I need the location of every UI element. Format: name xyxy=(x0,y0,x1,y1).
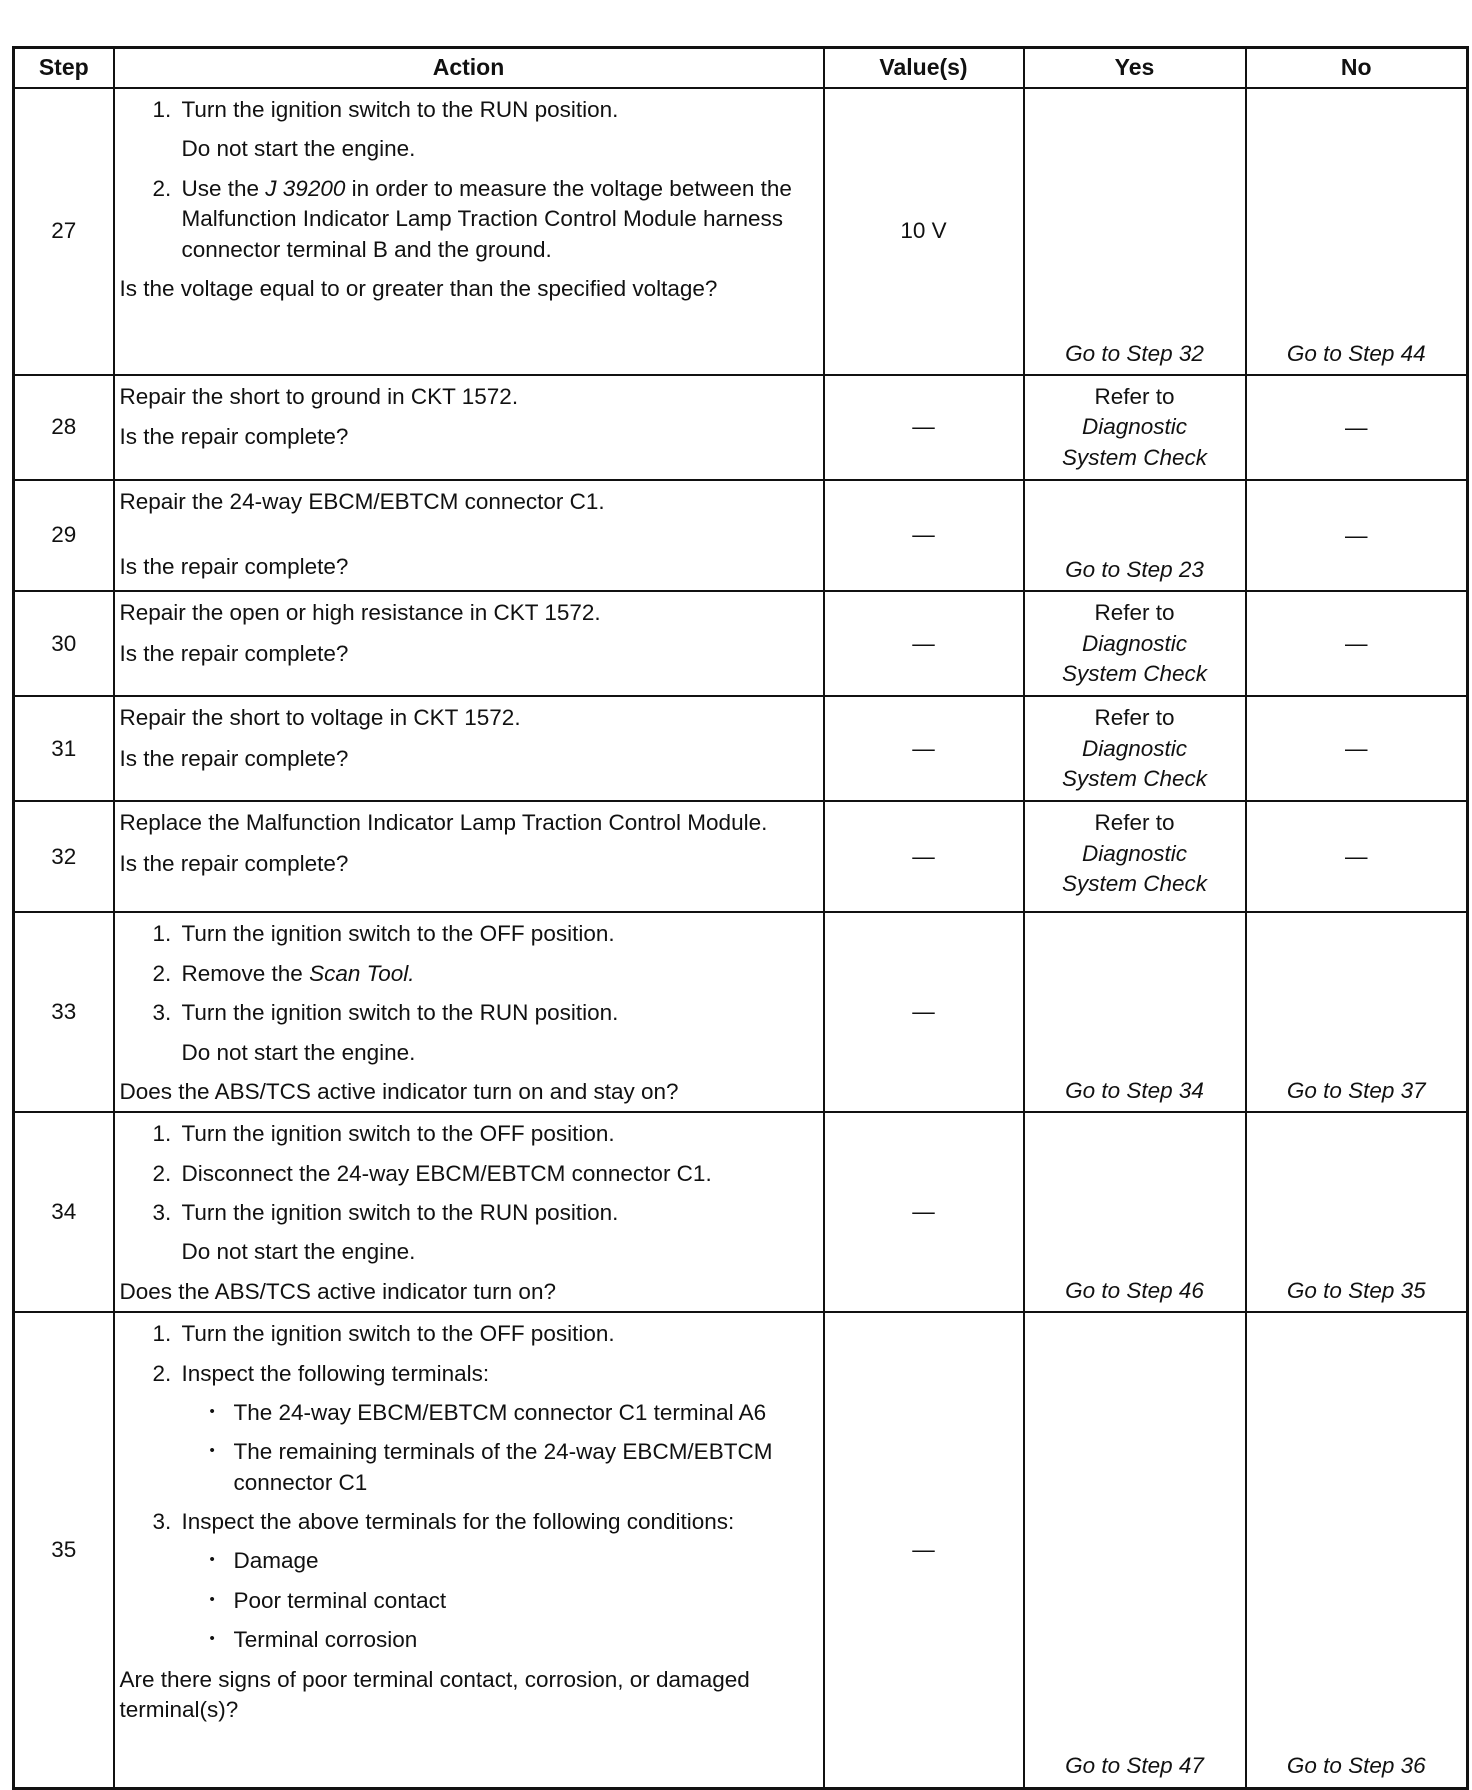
value-cell: — xyxy=(824,696,1024,801)
value-cell: — xyxy=(824,591,1024,696)
table-row-step-27 xyxy=(14,88,1468,375)
action-step-1: 1. Turn the ignition switch to the OFF position. xyxy=(178,1119,815,1149)
yes-outcome: Go to Step 47 xyxy=(1065,1753,1204,1779)
yes-cell xyxy=(1024,696,1246,801)
value-cell: — xyxy=(824,375,1024,480)
step-number: 35 xyxy=(14,1312,114,1788)
no-outcome: Go to Step 36 xyxy=(1286,1753,1426,1779)
action-steps xyxy=(120,1319,815,1655)
value-cell: — xyxy=(824,480,1024,591)
refer-diagnostic-system-check: Refer to Diagnostic System Check xyxy=(1061,705,1208,791)
action-question: Is the repair complete? xyxy=(119,553,349,579)
terminal-list xyxy=(182,1398,815,1498)
no-outcome: — xyxy=(1345,630,1368,656)
action-question: Does the ABS/TCS active indicator turn on and stay on? xyxy=(119,1078,679,1104)
action-step-3: 3. Turn the ignition switch to the RUN position. Do not start the engine. xyxy=(178,1198,815,1268)
value-cell: — xyxy=(824,1312,1024,1788)
no-cell xyxy=(1246,801,1468,912)
yes-cell xyxy=(1024,591,1246,696)
yes-cell xyxy=(1024,480,1246,591)
action-cell xyxy=(114,88,824,375)
action-cell xyxy=(114,480,824,591)
action-step-3: 3. Inspect the above terminals for the following conditions: • Damage • Poor terminal contact • Terminal corrosion xyxy=(178,1507,815,1656)
action-note: Do not start the engine. xyxy=(181,1239,416,1265)
action-text: Repair the open or high resistance in CKT 1572. xyxy=(119,600,601,626)
no-outcome: — xyxy=(1345,843,1368,869)
yes-cell xyxy=(1024,801,1246,912)
header-values: Value(s) xyxy=(824,48,1024,89)
table-row-step-29 xyxy=(14,480,1468,591)
no-outcome: Go to Step 35 xyxy=(1286,1277,1426,1303)
no-outcome: — xyxy=(1345,735,1368,761)
action-step-3: 3. Turn the ignition switch to the RUN position. Do not start the engine. xyxy=(178,998,815,1068)
refer-diagnostic-system-check: Refer to Diagnostic System Check xyxy=(1061,600,1208,686)
table-row-step-32 xyxy=(14,801,1468,912)
tool-name: J 39200 xyxy=(265,175,346,201)
list-item: • Terminal corrosion xyxy=(210,1625,815,1655)
yes-cell xyxy=(1024,1112,1246,1312)
no-outcome: — xyxy=(1345,522,1368,548)
table-row-step-31 xyxy=(14,696,1468,801)
action-step-2: 2. Use the J 39200 in order to measure the voltage between the Malfunction Indicator Lamp Traction Control Module harness connector terminal B and the ground. xyxy=(178,174,815,265)
action-question: Is the repair complete? xyxy=(119,850,349,876)
action-text: Repair the short to voltage in CKT 1572. xyxy=(119,705,521,731)
action-question: Does the ABS/TCS active indicator turn on? xyxy=(119,1278,556,1304)
no-outcome: — xyxy=(1345,414,1368,440)
table-row-step-30 xyxy=(14,591,1468,696)
yes-cell xyxy=(1024,912,1246,1112)
action-note: Do not start the engine. xyxy=(181,1039,416,1065)
diagnostic-table-sheet xyxy=(12,46,1469,1790)
action-question: Is the voltage equal to or greater than the specified voltage? xyxy=(119,275,718,301)
no-cell xyxy=(1246,88,1468,375)
action-question: Is the repair complete? xyxy=(119,640,349,666)
list-item: • The remaining terminals of the 24-way EBCM/EBTCM connector C1 xyxy=(210,1437,815,1498)
list-item: • Poor terminal contact xyxy=(210,1586,815,1616)
no-outcome: Go to Step 44 xyxy=(1286,340,1426,366)
action-steps xyxy=(120,1119,815,1268)
action-steps xyxy=(120,919,815,1068)
yes-cell xyxy=(1024,88,1246,375)
no-cell xyxy=(1246,591,1468,696)
step-number: 27 xyxy=(14,88,114,375)
header-yes: Yes xyxy=(1024,48,1246,89)
action-text: Repair the 24-way EBCM/EBTCM connector C1. xyxy=(119,489,605,515)
refer-diagnostic-system-check: Refer to Diagnostic System Check xyxy=(1061,810,1208,897)
action-cell xyxy=(114,591,824,696)
header-row xyxy=(14,48,1468,89)
value-cell: — xyxy=(824,912,1024,1112)
header-step: Step xyxy=(14,48,114,89)
action-question: Is the repair complete? xyxy=(119,745,349,771)
action-cell xyxy=(114,801,824,912)
yes-outcome: Go to Step 23 xyxy=(1065,556,1204,582)
value-cell: — xyxy=(824,801,1024,912)
action-step-2: 2. Inspect the following terminals: • The 24-way EBCM/EBTCM connector C1 terminal A6 • The remaining terminals of the 24-way EBCM/EBTCM connector C1 xyxy=(178,1359,815,1499)
yes-cell xyxy=(1024,1312,1246,1788)
action-cell xyxy=(114,912,824,1112)
step-number: 28 xyxy=(14,375,114,480)
action-text: Replace the Malfunction Indicator Lamp Traction Control Module. xyxy=(119,810,768,836)
step-number: 33 xyxy=(14,912,114,1112)
no-cell xyxy=(1246,375,1468,480)
action-step-2: 2. Disconnect the 24-way EBCM/EBTCM connector C1. xyxy=(178,1159,815,1189)
action-note: Do not start the engine. xyxy=(181,136,416,162)
no-outcome: Go to Step 37 xyxy=(1286,1077,1426,1103)
refer-diagnostic-system-check: Refer to Diagnostic System Check xyxy=(1061,384,1208,470)
table-row-step-33 xyxy=(14,912,1468,1112)
value-cell: 10 V xyxy=(824,88,1024,375)
action-steps xyxy=(120,95,815,265)
yes-outcome: Go to Step 32 xyxy=(1065,340,1204,366)
action-cell xyxy=(114,696,824,801)
table-row-step-35 xyxy=(14,1312,1468,1788)
no-cell xyxy=(1246,1312,1468,1788)
step-number: 31 xyxy=(14,696,114,801)
no-cell xyxy=(1246,696,1468,801)
yes-outcome: Go to Step 34 xyxy=(1065,1077,1204,1103)
condition-list xyxy=(182,1546,815,1655)
list-item: • Damage xyxy=(210,1546,815,1576)
action-cell xyxy=(114,1112,824,1312)
action-text: Repair the short to ground in CKT 1572. xyxy=(119,384,519,409)
step-number: 30 xyxy=(14,591,114,696)
list-item: • The 24-way EBCM/EBTCM connector C1 terminal A6 xyxy=(210,1398,815,1428)
action-step-2: 2. Remove the Scan Tool. xyxy=(178,959,815,989)
tool-name: Scan Tool. xyxy=(309,960,415,986)
header-no: No xyxy=(1246,48,1468,89)
action-cell xyxy=(114,1312,824,1788)
no-cell xyxy=(1246,1112,1468,1312)
value-cell: — xyxy=(824,1112,1024,1312)
no-cell xyxy=(1246,480,1468,591)
no-cell xyxy=(1246,912,1468,1112)
action-cell xyxy=(114,375,824,480)
action-question: Are there signs of poor terminal contact, corrosion, or damaged terminal(s)? xyxy=(119,1666,750,1722)
yes-outcome: Go to Step 46 xyxy=(1065,1277,1204,1303)
action-step-1: 1. Turn the ignition switch to the OFF position. xyxy=(178,919,815,949)
table-row-step-34 xyxy=(14,1112,1468,1312)
header-action: Action xyxy=(114,48,824,89)
step-number: 34 xyxy=(14,1112,114,1312)
diagnostic-table xyxy=(12,46,1469,1790)
table-row-step-28 xyxy=(14,375,1468,480)
yes-cell xyxy=(1024,375,1246,480)
action-question: Is the repair complete? xyxy=(119,424,349,450)
step-number: 29 xyxy=(14,480,114,591)
action-step-1: 1. Turn the ignition switch to the OFF position. xyxy=(178,1319,815,1349)
action-step-1: 1. Turn the ignition switch to the RUN position. Do not start the engine. xyxy=(178,95,815,165)
step-number: 32 xyxy=(14,801,114,912)
